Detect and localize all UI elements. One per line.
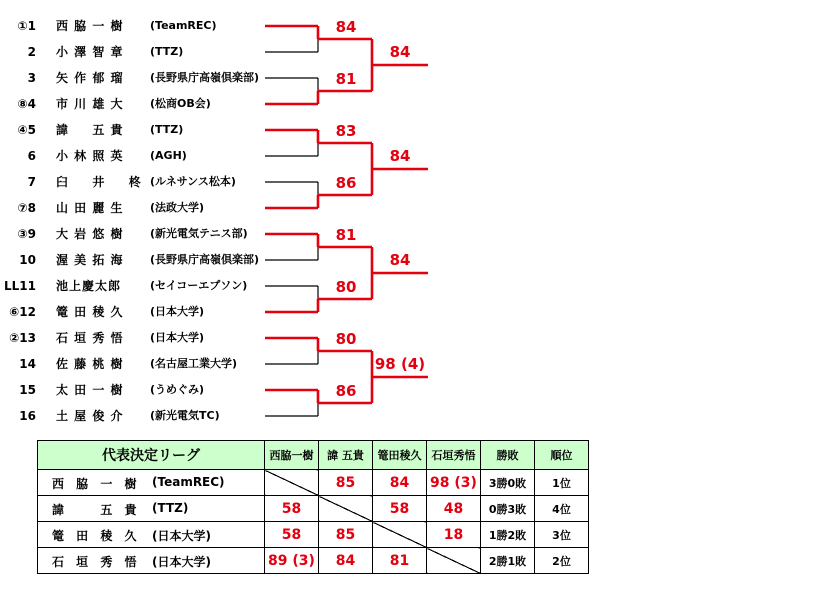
match-score: 81	[335, 226, 357, 244]
player-club: (松商OB会)	[150, 97, 211, 110]
league-title: 代表決定リーグ	[38, 441, 265, 470]
player-club: (うめぐみ)	[150, 383, 205, 396]
player-seed: 14	[19, 357, 36, 371]
league-player	[38, 522, 265, 548]
player-seed: ④5	[17, 123, 36, 137]
league-score: 58	[265, 496, 319, 522]
player-club: (TeamREC)	[150, 19, 217, 32]
league-player-name: 篭 田 稜 久	[52, 529, 141, 543]
player-seed: LL11	[4, 279, 36, 293]
player-club: (AGH)	[150, 149, 187, 162]
league-score: 84	[319, 548, 373, 574]
self-cell	[265, 470, 319, 496]
col-header: 篭田稜久	[373, 441, 427, 470]
col-header: 石垣秀悟	[427, 441, 481, 470]
league-score: 98 (3)	[427, 470, 481, 496]
player-name: 石 垣 秀 悟	[56, 331, 124, 345]
self-cell	[427, 548, 481, 574]
league-row	[38, 496, 589, 522]
league-table	[37, 440, 589, 574]
league-record: 0勝3敗	[481, 496, 535, 522]
player-seed: 15	[19, 383, 36, 397]
league-player-club: (日本大学)	[152, 555, 211, 569]
league-score: 58	[265, 522, 319, 548]
match-score: 83	[335, 122, 357, 140]
player-club: (日本大学)	[150, 305, 205, 318]
player-club: (セイコーエプソン)	[150, 279, 248, 292]
player-seed: ②13	[9, 331, 36, 345]
match-score: 86	[335, 382, 357, 400]
league-record: 1勝2敗	[481, 522, 535, 548]
league-player	[38, 548, 265, 574]
col-header: 諱 五貴	[319, 441, 373, 470]
player-club: (新光電気TC)	[150, 409, 220, 422]
player-name: 太 田 一 樹	[56, 383, 124, 397]
player-seed: 7	[27, 175, 36, 189]
league-score: 89 (3)	[265, 548, 319, 574]
league-record: 2勝1敗	[481, 548, 535, 574]
player-name: 市 川 雄 大	[56, 97, 124, 111]
match-score: 80	[335, 330, 357, 348]
player-seed: 16	[19, 409, 36, 423]
player-seed: 6	[27, 149, 36, 163]
league-score: 18	[427, 522, 481, 548]
player-club: (TTZ)	[150, 123, 184, 136]
player-name: 池上慶太郎	[56, 279, 122, 293]
league-rank: 1位	[535, 470, 589, 496]
league-rank: 4位	[535, 496, 589, 522]
player-club: (日本大学)	[150, 331, 205, 344]
player-name: 山 田 麗 生	[56, 201, 124, 215]
player-name: 篭 田 稜 久	[56, 305, 124, 319]
col-header: 勝敗	[481, 441, 535, 470]
league-rank: 3位	[535, 522, 589, 548]
player-seed: ⑥12	[9, 305, 36, 319]
match-score: 98 (4)	[374, 355, 426, 373]
self-cell	[319, 496, 373, 522]
player-name: 諱 五 貴	[56, 123, 124, 137]
league-row	[38, 548, 589, 574]
match-score: 81	[335, 70, 357, 88]
self-cell	[373, 522, 427, 548]
player-seed: ⑦8	[17, 201, 36, 215]
league-player-name: 諱 五 貴	[52, 503, 141, 517]
league-score: 58	[373, 496, 427, 522]
league-player	[38, 496, 265, 522]
match-score: 86	[335, 174, 357, 192]
league-score: 84	[373, 470, 427, 496]
player-club: (長野県庁高嶺倶楽部)	[150, 253, 260, 266]
player-club: (TTZ)	[150, 45, 184, 58]
col-header: 西脇一樹	[265, 441, 319, 470]
player-seed: ③9	[17, 227, 36, 241]
player-club: (法政大学)	[150, 201, 205, 214]
match-score: 84	[389, 251, 411, 269]
player-name: 土 屋 俊 介	[56, 409, 124, 423]
league-player-club: (TTZ)	[152, 501, 189, 515]
player-seed: ⑧4	[17, 97, 36, 111]
match-score: 84	[389, 43, 411, 61]
player-name: 西 脇 一 樹	[56, 19, 124, 33]
col-header: 順位	[535, 441, 589, 470]
player-seed: 2	[27, 45, 36, 59]
player-name: 小 林 照 英	[56, 149, 124, 163]
league-player-name: 石 垣 秀 悟	[52, 555, 141, 569]
player-name: 渥 美 拓 海	[56, 253, 124, 267]
league-player-club: (日本大学)	[152, 529, 211, 543]
league-score: 48	[427, 496, 481, 522]
player-name: 臼 井 柊	[56, 175, 142, 189]
league-row	[38, 522, 589, 548]
league-header-row	[38, 441, 589, 470]
league-rank: 2位	[535, 548, 589, 574]
player-club: (名古屋工業大学)	[150, 357, 238, 370]
match-score: 84	[389, 147, 411, 165]
league-score: 81	[373, 548, 427, 574]
player-name: 佐 藤 桃 樹	[56, 357, 124, 371]
league-record: 3勝0敗	[481, 470, 535, 496]
player-club: (長野県庁高嶺倶楽部)	[150, 71, 260, 84]
player-seed: ①1	[17, 19, 36, 33]
league-score: 85	[319, 470, 373, 496]
player-club: (新光電気テニス部)	[150, 227, 248, 240]
league-player-club: (TeamREC)	[152, 475, 225, 489]
match-score: 84	[335, 18, 357, 36]
match-score: 80	[335, 278, 357, 296]
player-seed: 3	[27, 71, 36, 85]
league-player	[38, 470, 265, 496]
player-name: 矢 作 郁 瑠	[56, 71, 124, 85]
league-row	[38, 470, 589, 496]
player-club: (ルネサンス松本)	[150, 175, 236, 188]
league-score: 85	[319, 522, 373, 548]
player-seed: 10	[19, 253, 36, 267]
player-name: 大 岩 悠 樹	[56, 227, 124, 241]
league-player-name: 西 脇 一 樹	[52, 477, 141, 491]
player-name: 小 澤 智 章	[56, 45, 124, 59]
